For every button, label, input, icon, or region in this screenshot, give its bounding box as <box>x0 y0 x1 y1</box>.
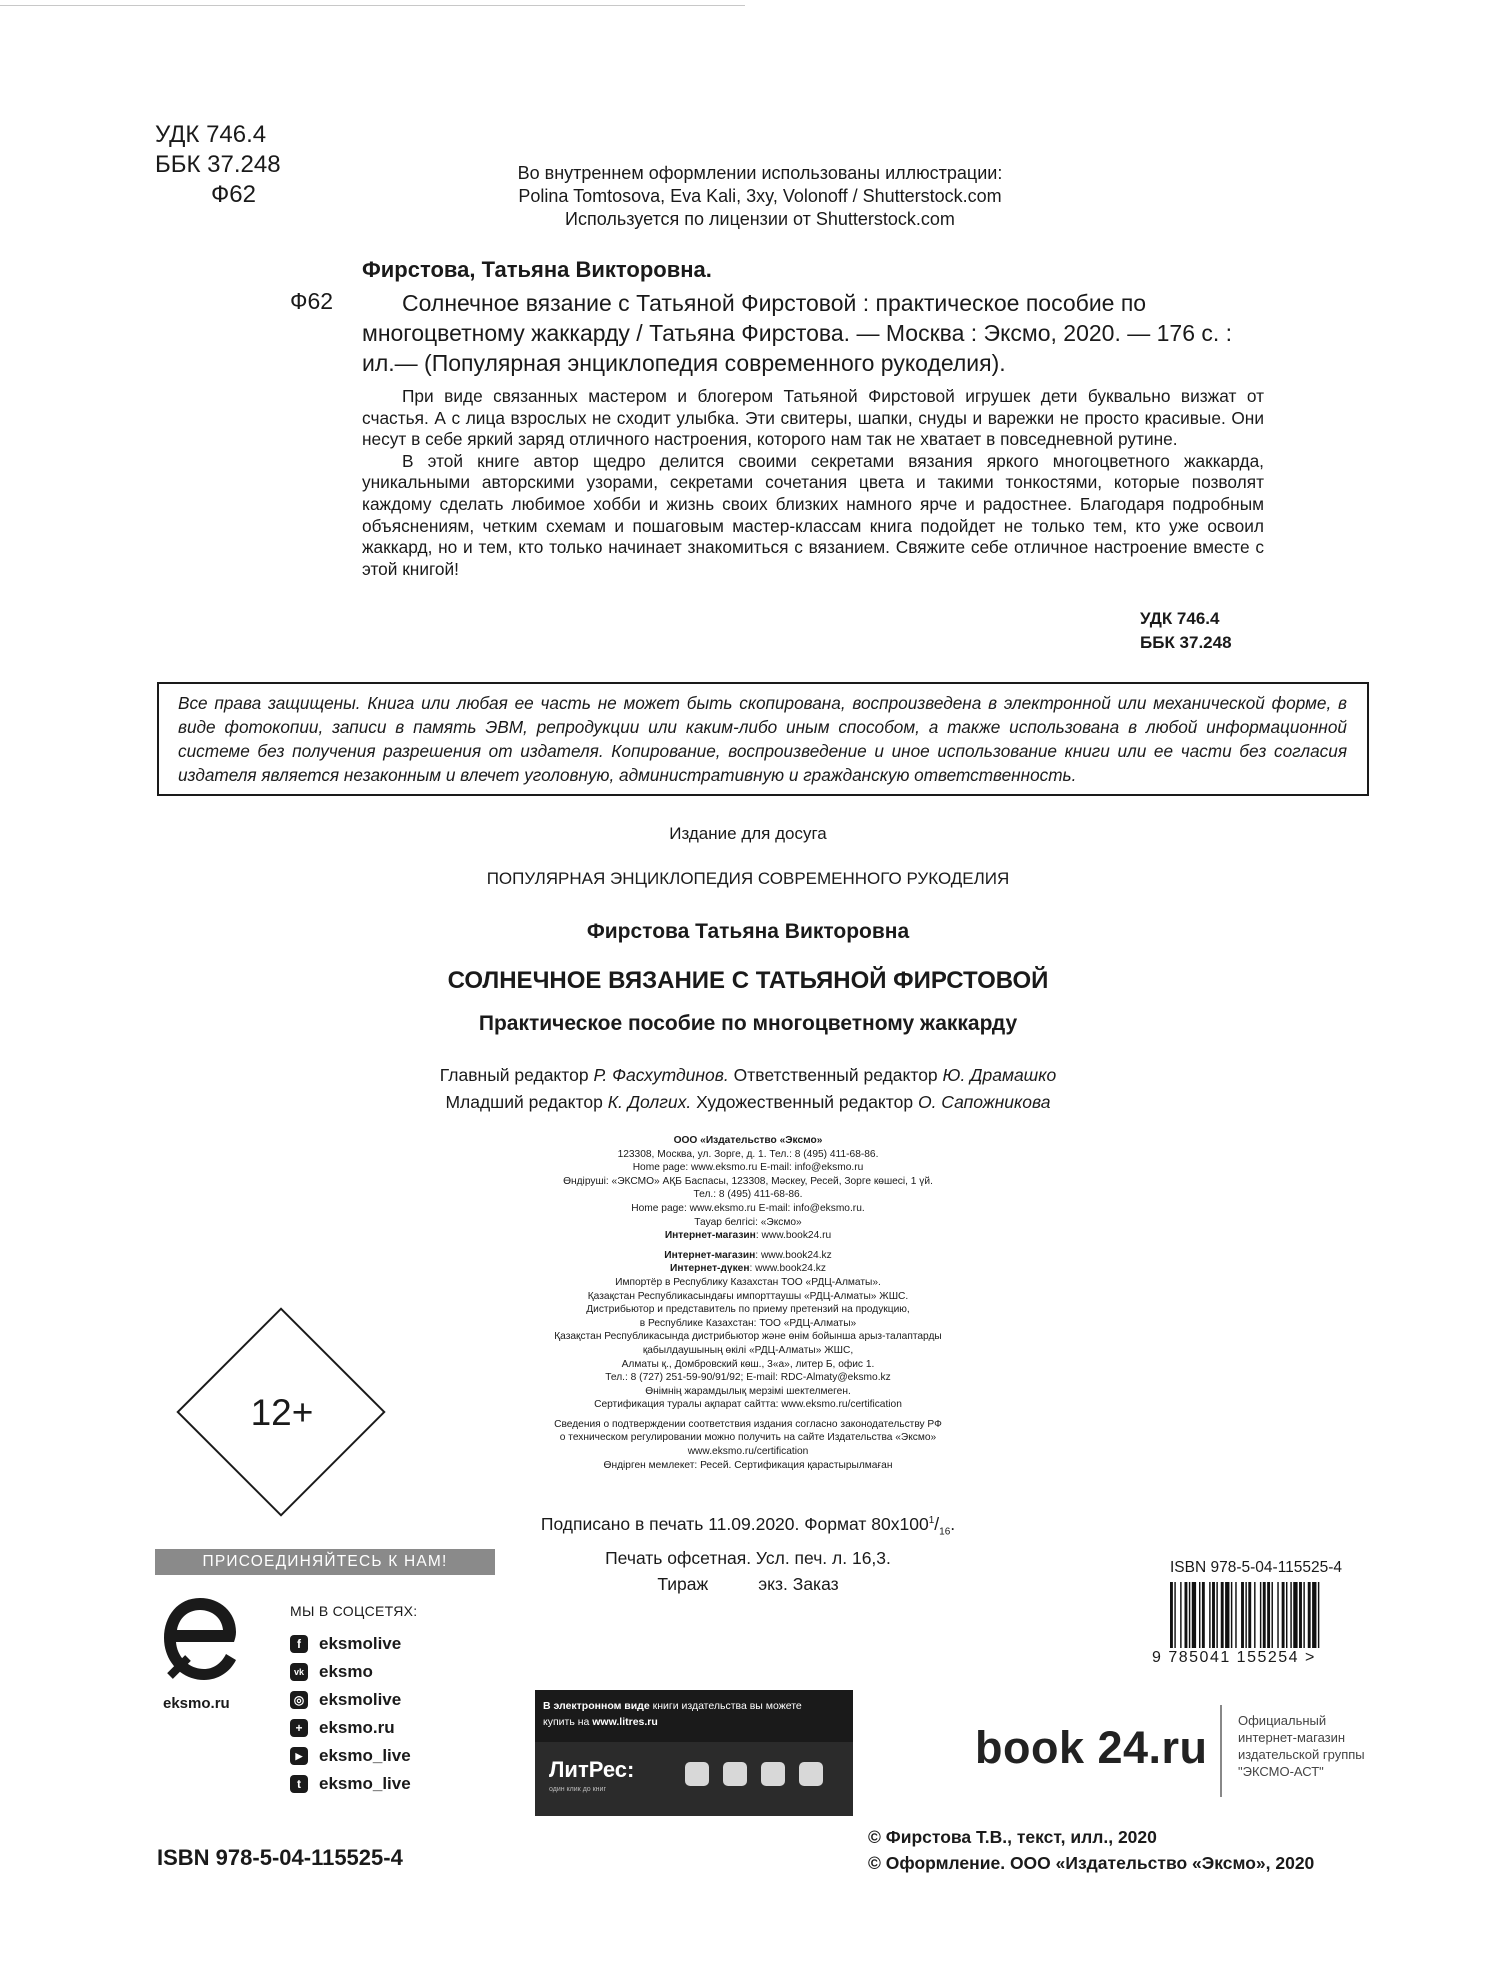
litres-line-2-text: купить на <box>543 1716 593 1728</box>
illustration-line: Polina Tomtosova, Eva Kali, 3xy, Volonoff / Shutterstock.com <box>518 186 1002 206</box>
cert-line: Сведения о подтверждении соответствия издания согласно законодательству РФ <box>554 1418 942 1430</box>
imprint-line: Дистрибьютор и представитель по приему претензий на продукцию, <box>586 1304 910 1316</box>
print-offset: Печать офсетная. Усл. печ. л. 16,3. <box>605 1548 891 1569</box>
social-label: eksmo_live <box>319 1774 411 1793</box>
series-name: ПОПУЛЯРНАЯ ЭНЦИКЛОПЕДИЯ СОВРЕМЕННОГО РУКОДЕЛИЯ <box>486 869 1010 888</box>
bbk-code: ББК 37.248 <box>155 151 281 178</box>
online-shop-kz-url: : www.book24.kz <box>755 1249 832 1261</box>
annotation <box>362 386 1264 580</box>
imprint-line: Тел.: 8 (727) 251-59-90/91/92; E-mail: RDC-Almaty@eksmo.kz <box>605 1372 891 1384</box>
social-label: eksmo.ru <box>319 1718 395 1737</box>
copyright-line: © Оформление. ООО «Издательство «Эксмо», 2020 <box>868 1853 1315 1873</box>
imprint-line: Өнімнің жарамдылық мерзімі шектелмеген. <box>645 1385 851 1397</box>
catalog-udk: УДК 746.4 <box>1140 609 1220 628</box>
catalog-description <box>362 288 1262 378</box>
format-end: . <box>950 1513 956 1534</box>
windows-icon <box>799 1762 823 1786</box>
catalog-bbk: ББК 37.248 <box>1140 633 1232 652</box>
vk-icon: vk <box>290 1663 308 1681</box>
imprint-line: Импортёр в Республику Казахстан ТОО «РДЦ-Алматы». <box>615 1276 881 1288</box>
copyright-line: © Фирстова Т.В., текст, илл., 2020 <box>868 1827 1157 1847</box>
annotation-paragraph: При виде связанных мастером и блогером Татьяной Фирстовой игрушек дети буквально визжат от счастья. А с лица взрослых не сходит улыбка. Эти свитеры, шапки, снуды и варежки не просто красивые. Они несут в себе яркий заряд отличного настроения, которого нам так не хватает в повседневной рутине. <box>362 386 1264 450</box>
social-item-twitter[interactable] <box>290 1770 411 1798</box>
plus-icon: + <box>290 1719 308 1737</box>
art-editor: О. Сапожникова <box>917 1092 1051 1112</box>
imprint-line: қабылдаушының өкілі «РДЦ-Алматы» ЖШС, <box>642 1344 854 1356</box>
social-list <box>290 1630 411 1798</box>
junior-editor: К. Долгих. <box>607 1092 692 1112</box>
age-rating-text: 12+ <box>250 1392 314 1433</box>
litres-url: www.litres.ru <box>592 1716 658 1728</box>
catalog-description-text: Солнечное вязание с Татьяной Фирстовой : практическое пособие по многоцветному жаккарду / Татьяна Фирстова. — Москва : Эксмо, 2020. — 176 с. : ил.— (Популярная энциклопедия современного рукоделия). <box>362 290 1233 376</box>
trademark: Тауар белгісі: «Эксмо» <box>694 1216 802 1228</box>
litres-banner[interactable] <box>535 1690 853 1816</box>
author-sign: Ф62 <box>211 181 256 208</box>
litres-banner-top <box>535 1690 853 1742</box>
copyright-block <box>868 1824 1314 1876</box>
online-shop-label: Интернет-магазин <box>664 1230 756 1242</box>
publisher-web: Home page: www.eksmo.ru E-mail: info@eksmo.ru <box>632 1162 864 1174</box>
rights-notice: Все права защищены. Книга или любая ее часть не может быть скопирована, воспроизведена в электронной или механической форме, в виде фотокопии, записи в память ЭВМ, репродукции или каким-либо иным способом, а также использована в любой информационной системе без получения разрешения от издателя. Копирование, воспроизведение и иное использование книги или ее части без согласия издателя является незаконным и влечет уголовную, административную и гражданскую ответственность. <box>157 682 1369 796</box>
chief-editor-label: Главный редактор <box>439 1065 589 1085</box>
windows-phone-icon <box>761 1762 785 1786</box>
online-shop-url: : www.book24.ru <box>755 1230 832 1242</box>
format-denominator: 16 <box>939 1526 951 1538</box>
litres-line-1 <box>543 1698 802 1714</box>
book-title: СОЛНЕЧНОЕ ВЯЗАНИЕ С ТАТЬЯНОЙ ФИРСТОВОЙ <box>447 967 1049 994</box>
publisher-name: ООО «Издательство «Эксмо» <box>673 1135 823 1146</box>
format-numerator: 1 <box>928 1515 935 1526</box>
social-item-facebook[interactable] <box>290 1630 411 1658</box>
kz-manufacturer: Өндіруші: «ЭКСМО» АҚБ Баспасы, 123308, Мәскеу, Ресей, Зорге көшесі, 1 үй. <box>563 1175 933 1187</box>
junior-editor-label: Младший редактор <box>445 1092 603 1112</box>
order-label: экз. Заказ <box>758 1574 839 1595</box>
eksmo-logo-icon <box>160 1592 240 1688</box>
kz-web: Home page: www.eksmo.ru E-mail: info@eksmo.ru. <box>631 1202 865 1214</box>
instagram-icon: ◎ <box>290 1691 308 1709</box>
litres-line-2 <box>543 1714 802 1730</box>
cert-line: Өндірген мемлекет: Ресей. Сертификация қарастырылмаған <box>603 1459 893 1471</box>
age-rating-badge <box>177 1308 387 1518</box>
online-dukhen <box>0 1262 1496 1276</box>
udk-block <box>155 120 281 210</box>
online-shop <box>0 1229 1496 1243</box>
litres-text <box>543 1698 802 1730</box>
catalog-code: Ф62 <box>290 288 334 314</box>
isbn: ISBN 978-5-04-115525-4 <box>157 1845 403 1870</box>
android-icon <box>723 1762 747 1786</box>
art-editor-label: Художественный редактор <box>696 1092 914 1112</box>
kz-phone: Тел.: 8 (495) 411-68-86. <box>693 1189 803 1201</box>
social-label: eksmo <box>319 1662 373 1681</box>
resp-editor-label: Ответственный редактор <box>733 1065 938 1085</box>
resp-editor: Ю. Драмашко <box>942 1065 1057 1085</box>
facebook-icon: f <box>290 1635 308 1653</box>
book24-divider <box>1220 1705 1222 1797</box>
litres-slogan: один клик до книг <box>549 1786 607 1793</box>
litres-line-1-rest: книги издательства вы можете <box>649 1700 802 1712</box>
barcode-digits: 9 785041 155254 > <box>1152 1649 1316 1666</box>
litres-logo: ЛитРес: <box>549 1757 635 1782</box>
youtube-icon: ▶ <box>290 1747 308 1765</box>
udk-code: УДК 746.4 <box>155 121 267 148</box>
online-dukhen-url: : www.book24.kz <box>749 1263 826 1275</box>
online-dukhen-label: Интернет-дүкен <box>670 1263 750 1275</box>
book24-description <box>1238 1712 1365 1780</box>
annotation-paragraph: В этой книге автор щедро делится своими секретами вязания яркого многоцветного жаккарда, уникальными авторскими узорами, секретами сочетания цвета и такими тонкостями, которые позволят каждому сделать любимое хобби и жизнь своих близких намного ярче и радостнее. Благодаря подробным объяснениям, четким схемам и пошаговым мастер-классам книга подойдет не только тем, кто уже освоил жаккард, но и тем, кто только начинает знакомиться с вязанием. Свяжите себе отличное настроение вместе с этой книгой! <box>362 450 1264 579</box>
imprint-line: Алматы қ., Домбровский көш., 3«а», литер Б, офис 1. <box>621 1358 875 1370</box>
editors-line-1 <box>0 1062 1496 1089</box>
print-signed: Подписано в печать 11.09.2020. Формат $80x100^1/_{16}$. <box>540 1513 956 1538</box>
editors-block <box>0 1062 1496 1116</box>
barcode-icon <box>1168 1582 1378 1648</box>
online-shop-kz-label: Интернет-магазин <box>664 1249 756 1261</box>
litres-line-1-bold: В электронном виде <box>543 1700 650 1712</box>
edition-type: Издание для досуга <box>669 824 827 843</box>
book24-desc-line: "ЭКСМО-АСТ" <box>1238 1764 1324 1779</box>
social-heading: МЫ В СОЦСЕТЯХ: <box>290 1603 418 1619</box>
scan-edge-line <box>0 0 745 6</box>
imprint-line: Қазақстан Республикасында дистрибьютор және өнім бойынша арыз-талаптарды <box>554 1331 942 1343</box>
barcode-isbn: ISBN 978-5-04-115525-4 <box>1170 1559 1343 1576</box>
social-label: eksmolive <box>319 1690 402 1709</box>
social-item-youtube[interactable] <box>290 1742 411 1770</box>
catalog-udk-block <box>1140 607 1232 655</box>
illustration-credits <box>460 162 1060 231</box>
imprint-line: Қазақстан Республикасындағы импорттаушы «РДЦ-Алматы» ЖШС. <box>587 1290 909 1302</box>
illustration-line: Используется по лицензии от Shutterstock.com <box>565 209 955 229</box>
social-item-vk[interactable] <box>290 1658 411 1686</box>
social-label: eksmo_live <box>319 1746 411 1765</box>
chief-editor: Р. Фасхутдинов. <box>593 1065 729 1085</box>
twitter-icon: t <box>290 1775 308 1793</box>
cert-line: о техническом регулировании можно получить на сайте Издательства «Эксмо» <box>559 1432 937 1444</box>
book-subtitle: Практическое пособие по многоцветному жаккарду <box>478 1012 1018 1035</box>
illustration-line: Во внутреннем оформлении использованы иллюстрации: <box>517 163 1003 183</box>
book-author: Фирстова Татьяна Викторовна <box>586 920 910 943</box>
book24-logo[interactable]: book 24.ru <box>975 1722 1208 1773</box>
book24-desc-line: интернет-магазин <box>1238 1730 1346 1745</box>
imprint-line: в Республике Казахстан: ТОО «РДЦ-Алматы» <box>639 1317 857 1329</box>
catalog-author: Фирстова, Татьяна Викторовна. <box>362 257 712 282</box>
imprint-line: Сертификация туралы ақпарат сайтта: www.eksmo.ru/certification <box>594 1399 902 1411</box>
social-label: eksmolive <box>319 1634 402 1653</box>
apple-icon <box>685 1762 709 1786</box>
book24-desc-line: Официальный <box>1238 1713 1327 1728</box>
online-shop-kz <box>0 1249 1496 1263</box>
editors-line-2 <box>0 1089 1496 1116</box>
cert-line: www.eksmo.ru/certification <box>687 1446 809 1458</box>
print-run-label: Тираж <box>657 1574 709 1595</box>
social-item-site[interactable] <box>290 1714 411 1742</box>
join-us-banner: ПРИСОЕДИНЯЙТЕСЬ К НАМ! <box>155 1549 495 1575</box>
eksmo-site[interactable]: eksmo.ru <box>163 1695 230 1712</box>
app-platform-icons <box>685 1762 837 1786</box>
print-signed-text: Подписано в печать 11.09.2020. Формат 80x100 <box>540 1513 929 1534</box>
publisher-address: 123308, Москва, ул. Зорге, д. 1. Тел.: 8 (495) 411-68-86. <box>617 1148 879 1160</box>
social-item-instagram[interactable] <box>290 1686 411 1714</box>
book24-desc-line: издательской группы <box>1238 1747 1365 1762</box>
